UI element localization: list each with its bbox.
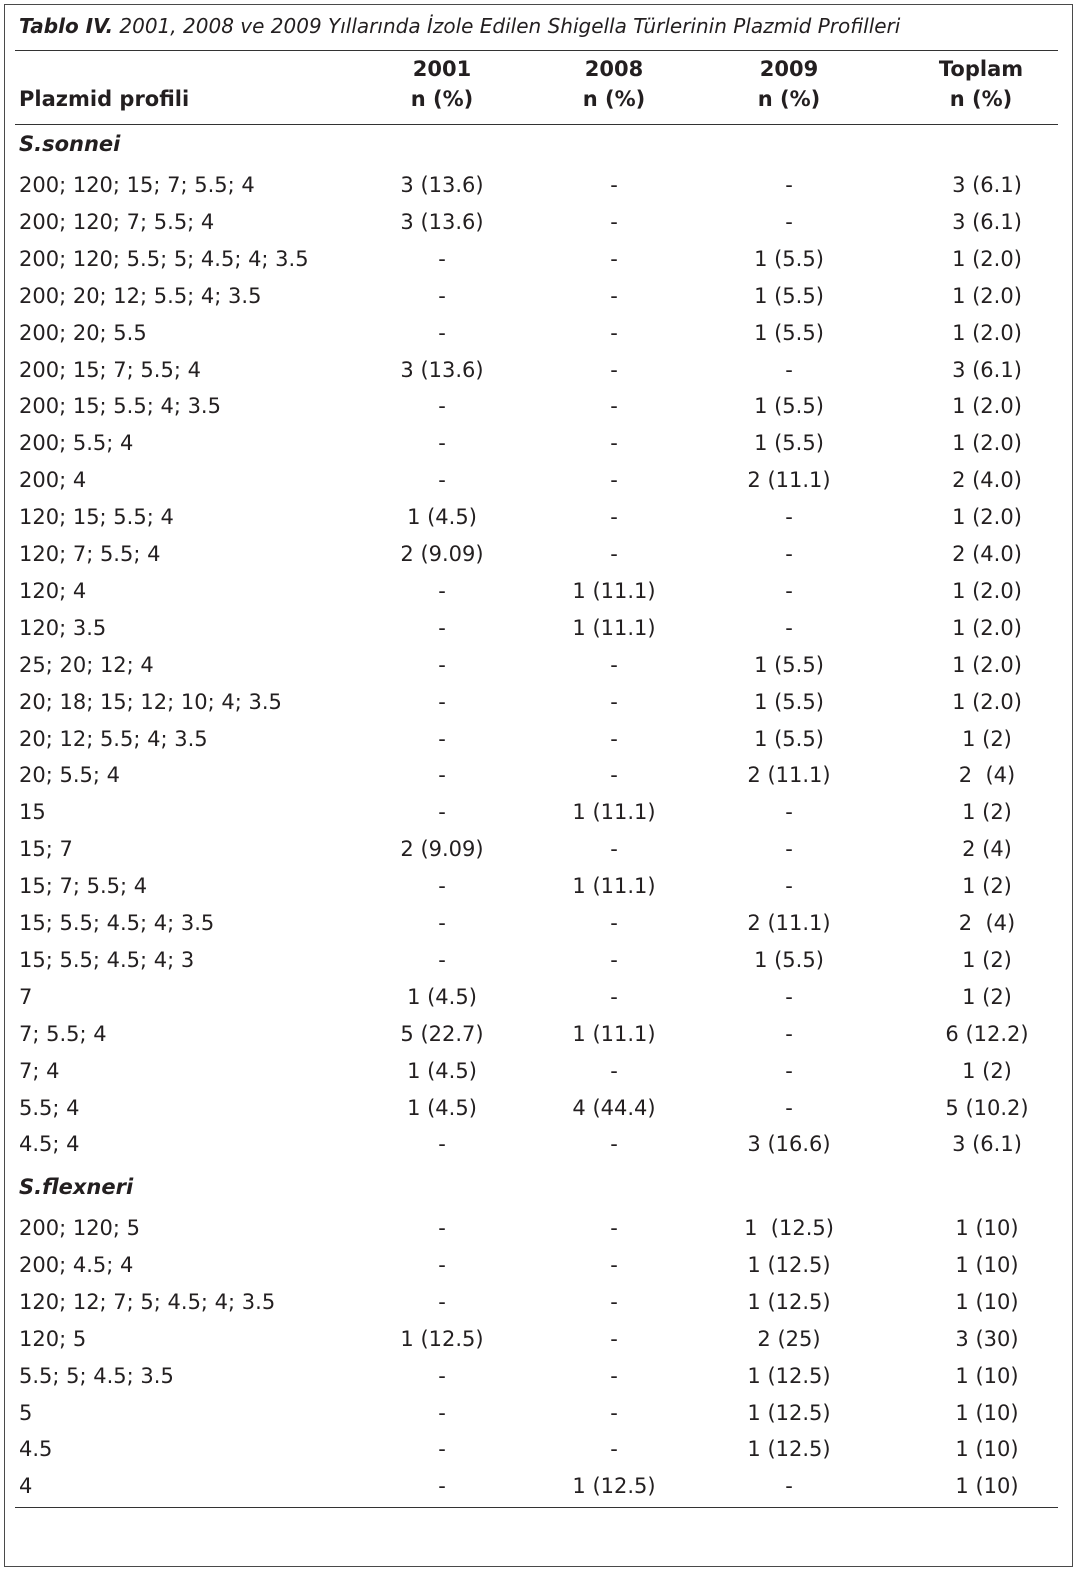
- cell-total: 3 (30): [955, 1326, 1019, 1351]
- cell-2009: -: [785, 1095, 793, 1120]
- cell-profile: 20; 12; 5.5; 4; 3.5: [19, 726, 208, 751]
- table-row: [0, 579, 1078, 609]
- cell-2008: 4 (44.4): [572, 1095, 656, 1120]
- cell-total: 1 (10): [955, 1252, 1019, 1277]
- cell-profile: 7; 4: [19, 1058, 60, 1083]
- cell-2001: 3 (13.6): [400, 357, 484, 382]
- cell-profile: 15; 5.5; 4.5; 4; 3: [19, 947, 195, 972]
- cell-2009: 1 (12.5): [747, 1252, 831, 1277]
- table-row: [0, 431, 1078, 461]
- cell-2001: 3 (13.6): [400, 209, 484, 234]
- table-row: [0, 210, 1078, 240]
- cell-2008: -: [610, 1216, 618, 1240]
- cell-2008: -: [610, 1132, 618, 1157]
- cell-profile: 15; 7; 5.5; 4: [19, 874, 148, 899]
- cell-2008: -: [610, 911, 618, 935]
- cell-2008: -: [610, 173, 618, 197]
- cell-profile: 120; 5: [19, 1326, 87, 1351]
- table-row: [0, 468, 1078, 498]
- cell-2008: -: [610, 357, 618, 382]
- cell-2001: -: [438, 615, 446, 640]
- cell-2009: 1 (5.5): [754, 431, 824, 456]
- cell-total: 1 (2): [962, 726, 1012, 751]
- cell-2009: 1 (12.5): [747, 1363, 831, 1388]
- header-total: Toplam: [938, 57, 1024, 81]
- cell-profile: 200; 15; 5.5; 4; 3.5: [19, 394, 221, 419]
- top-rule: [15, 50, 1058, 51]
- cell-2001: 5 (22.7): [400, 1021, 484, 1046]
- cell-total: 1 (2.0): [952, 505, 1022, 530]
- cell-2009: 2 (11.1): [747, 468, 831, 493]
- cell-2001: 1 (12.5): [400, 1326, 484, 1351]
- cell-2008: 1 (11.1): [572, 615, 656, 640]
- cell-total: 2 (4): [958, 763, 1016, 788]
- table-row: [0, 1401, 1078, 1431]
- cell-2001: -: [438, 1400, 446, 1425]
- cell-2001: -: [438, 1437, 446, 1462]
- header-2001: 2001: [412, 57, 472, 81]
- cell-2008: -: [610, 837, 618, 862]
- cell-profile: 20; 5.5; 4: [19, 763, 120, 788]
- cell-2001: -: [438, 874, 446, 899]
- cell-total: 2 (4): [958, 911, 1016, 935]
- header-2009-unit: n (%): [757, 87, 821, 111]
- cell-total: 1 (10): [955, 1437, 1019, 1462]
- cell-2001: -: [438, 947, 446, 972]
- cell-2009: -: [785, 615, 793, 640]
- cell-2009: -: [785, 209, 793, 234]
- table-row: [0, 874, 1078, 904]
- cell-2009: 1 (12.5): [747, 1437, 831, 1462]
- cell-2008: -: [610, 542, 618, 566]
- cell-2008: 1 (11.1): [572, 578, 656, 603]
- cell-2008: -: [610, 468, 618, 493]
- cell-2001: -: [438, 394, 446, 419]
- cell-total: 3 (6.1): [952, 173, 1022, 197]
- cell-total: 1 (2.0): [952, 578, 1022, 603]
- cell-profile: 200; 120; 5: [19, 1216, 141, 1240]
- table-row: [0, 1290, 1078, 1320]
- cell-2008: -: [610, 209, 618, 234]
- cell-profile: 200; 4: [19, 468, 87, 493]
- cell-2001: -: [438, 1132, 446, 1157]
- table-row: [0, 1253, 1078, 1283]
- cell-2009: -: [785, 874, 793, 899]
- cell-profile: 120; 7; 5.5; 4: [19, 542, 161, 566]
- table-row: [0, 1474, 1078, 1504]
- cell-profile: 4.5: [19, 1437, 53, 1462]
- cell-profile: 15; 7: [19, 837, 73, 862]
- cell-2008: -: [610, 726, 618, 751]
- cell-2001: -: [438, 320, 446, 345]
- table-row: [0, 727, 1078, 757]
- table-row: [0, 173, 1078, 203]
- cell-2001: -: [438, 578, 446, 603]
- cell-profile: 7: [19, 984, 33, 1009]
- cell-2009: 1 (5.5): [754, 947, 824, 972]
- table-row: [0, 505, 1078, 535]
- cell-2008: -: [610, 689, 618, 714]
- cell-2009: 1 (5.5): [754, 320, 824, 345]
- section-title: S.sonnei: [19, 132, 121, 156]
- header-2008-unit: n (%): [582, 87, 646, 111]
- table-row: [0, 542, 1078, 572]
- cell-2009: -: [785, 578, 793, 603]
- cell-2009: -: [785, 542, 793, 566]
- cell-2001: -: [438, 283, 446, 308]
- table-row: [0, 690, 1078, 720]
- cell-total: 6 (12.2): [945, 1021, 1029, 1046]
- table-row: [0, 1216, 1078, 1246]
- caption-label: Tablo IV.: [19, 14, 114, 38]
- cell-2008: -: [610, 1400, 618, 1425]
- cell-profile: 5.5; 5; 4.5; 3.5: [19, 1363, 174, 1388]
- cell-2001: -: [438, 1252, 446, 1277]
- cell-total: 1 (2.0): [952, 246, 1022, 271]
- header-profile: Plazmid profili: [19, 87, 190, 111]
- header-total-unit: n (%): [949, 87, 1013, 111]
- cell-total: 3 (6.1): [952, 1132, 1022, 1157]
- cell-2009: -: [785, 1021, 793, 1046]
- cell-total: 1 (2.0): [952, 394, 1022, 419]
- cell-profile: 4.5; 4: [19, 1132, 80, 1157]
- cell-2001: 1 (4.5): [407, 984, 477, 1009]
- cell-2008: -: [610, 652, 618, 677]
- table-row: [0, 763, 1078, 793]
- cell-2009: -: [785, 1474, 793, 1499]
- section-title: S.flexneri: [19, 1175, 134, 1199]
- cell-profile: 5.5; 4: [19, 1095, 80, 1120]
- table-row: [0, 1364, 1078, 1394]
- cell-2008: -: [610, 947, 618, 972]
- cell-2008: -: [610, 320, 618, 345]
- cell-2001: -: [438, 1216, 446, 1240]
- cell-profile: 120; 4: [19, 578, 87, 603]
- cell-profile: 120; 3.5: [19, 615, 107, 640]
- cell-2009: -: [785, 800, 793, 825]
- cell-total: 1 (2.0): [952, 652, 1022, 677]
- cell-total: 1 (10): [955, 1289, 1019, 1314]
- cell-profile: 4: [19, 1474, 33, 1499]
- cell-2008: 1 (11.1): [572, 800, 656, 825]
- header-2008: 2008: [584, 57, 644, 81]
- cell-total: 1 (2): [962, 874, 1012, 899]
- cell-2009: 1 (5.5): [754, 394, 824, 419]
- table-row: [0, 911, 1078, 941]
- table-row: [0, 837, 1078, 867]
- table-row: [0, 394, 1078, 424]
- cell-profile: 200; 5.5; 4: [19, 431, 134, 456]
- cell-profile: 200; 20; 12; 5.5; 4; 3.5: [19, 283, 262, 308]
- cell-total: 1 (2.0): [952, 615, 1022, 640]
- cell-2001: -: [438, 652, 446, 677]
- cell-2009: 1 (5.5): [754, 652, 824, 677]
- cell-2008: -: [610, 394, 618, 419]
- cell-profile: 7; 5.5; 4: [19, 1021, 107, 1046]
- cell-2008: -: [610, 431, 618, 456]
- cell-total: 2 (4.0): [952, 542, 1022, 566]
- cell-2001: 2 (9.09): [400, 542, 484, 566]
- cell-2001: -: [438, 726, 446, 751]
- table-row: [0, 1132, 1078, 1162]
- cell-profile: 15: [19, 800, 46, 825]
- cell-2001: 1 (4.5): [407, 505, 477, 530]
- cell-2001: -: [438, 1289, 446, 1314]
- cell-total: 1 (10): [955, 1216, 1019, 1240]
- cell-profile: 200; 120; 7; 5.5; 4: [19, 209, 215, 234]
- table-row: [0, 653, 1078, 683]
- cell-total: 1 (2.0): [952, 431, 1022, 456]
- cell-2009: -: [785, 505, 793, 530]
- bottom-rule: [15, 1507, 1058, 1508]
- cell-2008: 1 (12.5): [572, 1474, 656, 1499]
- cell-total: 3 (6.1): [952, 209, 1022, 234]
- cell-total: 2 (4.0): [952, 468, 1022, 493]
- cell-2001: 1 (4.5): [407, 1095, 477, 1120]
- cell-total: 2 (4): [962, 837, 1012, 862]
- cell-total: 1 (2): [962, 800, 1012, 825]
- cell-2008: -: [610, 1437, 618, 1462]
- cell-2009: 2 (11.1): [747, 911, 831, 935]
- cell-2009: -: [785, 984, 793, 1009]
- cell-total: 1 (2): [962, 984, 1012, 1009]
- header-rule: [15, 124, 1058, 125]
- cell-total: 1 (2): [962, 947, 1012, 972]
- cell-2009: 1 (12.5): [747, 1289, 831, 1314]
- cell-total: 1 (2.0): [952, 320, 1022, 345]
- table-row: [0, 321, 1078, 351]
- cell-profile: 120; 15; 5.5; 4: [19, 505, 174, 530]
- table-row: [0, 358, 1078, 388]
- cell-2008: -: [610, 246, 618, 271]
- cell-2008: -: [610, 1289, 618, 1314]
- cell-2008: 1 (11.1): [572, 1021, 656, 1046]
- cell-2008: -: [610, 505, 618, 530]
- cell-2009: -: [785, 357, 793, 382]
- cell-2001: 2 (9.09): [400, 837, 484, 862]
- cell-profile: 25; 20; 12; 4: [19, 652, 154, 677]
- table-row: [0, 1096, 1078, 1126]
- caption-text: 2001, 2008 ve 2009 Yıllarında İzole Edilen Shigella Türlerinin Plazmid Profilleri: [113, 14, 901, 38]
- cell-profile: 200; 15; 7; 5.5; 4: [19, 357, 201, 382]
- cell-2009: 3 (16.6): [747, 1132, 831, 1157]
- cell-2009: 1 (12.5): [744, 1216, 834, 1240]
- cell-total: 1 (10): [955, 1474, 1019, 1499]
- table-row: [0, 1327, 1078, 1357]
- cell-2001: -: [438, 1474, 446, 1499]
- table-caption: [19, 14, 900, 38]
- table-row: [0, 284, 1078, 314]
- cell-2008: -: [610, 1326, 618, 1351]
- table-row: [0, 800, 1078, 830]
- cell-profile: 20; 18; 15; 12; 10; 4; 3.5: [19, 689, 282, 714]
- cell-2008: 1 (11.1): [572, 874, 656, 899]
- cell-profile: 200; 120; 5.5; 5; 4.5; 4; 3.5: [19, 246, 309, 271]
- cell-profile: 15; 5.5; 4.5; 4; 3.5: [19, 911, 215, 935]
- table-row: [0, 616, 1078, 646]
- cell-2009: 2 (25): [757, 1326, 821, 1351]
- cell-total: 1 (2.0): [952, 283, 1022, 308]
- cell-2009: 1 (5.5): [754, 246, 824, 271]
- cell-2001: -: [438, 911, 446, 935]
- cell-2008: -: [610, 1363, 618, 1388]
- cell-2009: 1 (5.5): [754, 726, 824, 751]
- header-2009: 2009: [759, 57, 819, 81]
- header-2001-unit: n (%): [410, 87, 474, 111]
- cell-2009: -: [785, 1058, 793, 1083]
- cell-2008: -: [610, 1252, 618, 1277]
- table-row: [0, 985, 1078, 1015]
- cell-2001: -: [438, 1363, 446, 1388]
- cell-2009: 2 (11.1): [747, 763, 831, 788]
- cell-2001: -: [438, 468, 446, 493]
- cell-2001: -: [438, 800, 446, 825]
- cell-2008: -: [610, 283, 618, 308]
- cell-2009: -: [785, 837, 793, 862]
- cell-2001: -: [438, 763, 446, 788]
- cell-2008: -: [610, 1058, 618, 1083]
- cell-2009: -: [785, 173, 793, 197]
- cell-profile: 120; 12; 7; 5; 4.5; 4; 3.5: [19, 1289, 276, 1314]
- cell-profile: 5: [19, 1400, 33, 1425]
- cell-total: 1 (2.0): [952, 689, 1022, 714]
- cell-2009: 1 (5.5): [754, 283, 824, 308]
- cell-total: 1 (10): [955, 1400, 1019, 1425]
- cell-total: 5 (10.2): [945, 1095, 1029, 1120]
- table-row: [0, 948, 1078, 978]
- table-row: [0, 247, 1078, 277]
- cell-2001: -: [438, 689, 446, 714]
- cell-total: 3 (6.1): [952, 357, 1022, 382]
- cell-profile: 200; 120; 15; 7; 5.5; 4: [19, 173, 255, 197]
- cell-2008: -: [610, 763, 618, 788]
- cell-2008: -: [610, 984, 618, 1009]
- cell-profile: 200; 20; 5.5: [19, 320, 147, 345]
- table-row: [0, 1437, 1078, 1467]
- cell-2001: 3 (13.6): [400, 173, 484, 197]
- table-row: [0, 1059, 1078, 1089]
- cell-profile: 200; 4.5; 4: [19, 1252, 134, 1277]
- cell-2001: -: [438, 246, 446, 271]
- cell-total: 1 (2): [962, 1058, 1012, 1083]
- cell-total: 1 (10): [955, 1363, 1019, 1388]
- cell-2001: -: [438, 431, 446, 456]
- cell-2001: 1 (4.5): [407, 1058, 477, 1083]
- cell-2009: 1 (5.5): [754, 689, 824, 714]
- cell-2009: 1 (12.5): [747, 1400, 831, 1425]
- table-row: [0, 1022, 1078, 1052]
